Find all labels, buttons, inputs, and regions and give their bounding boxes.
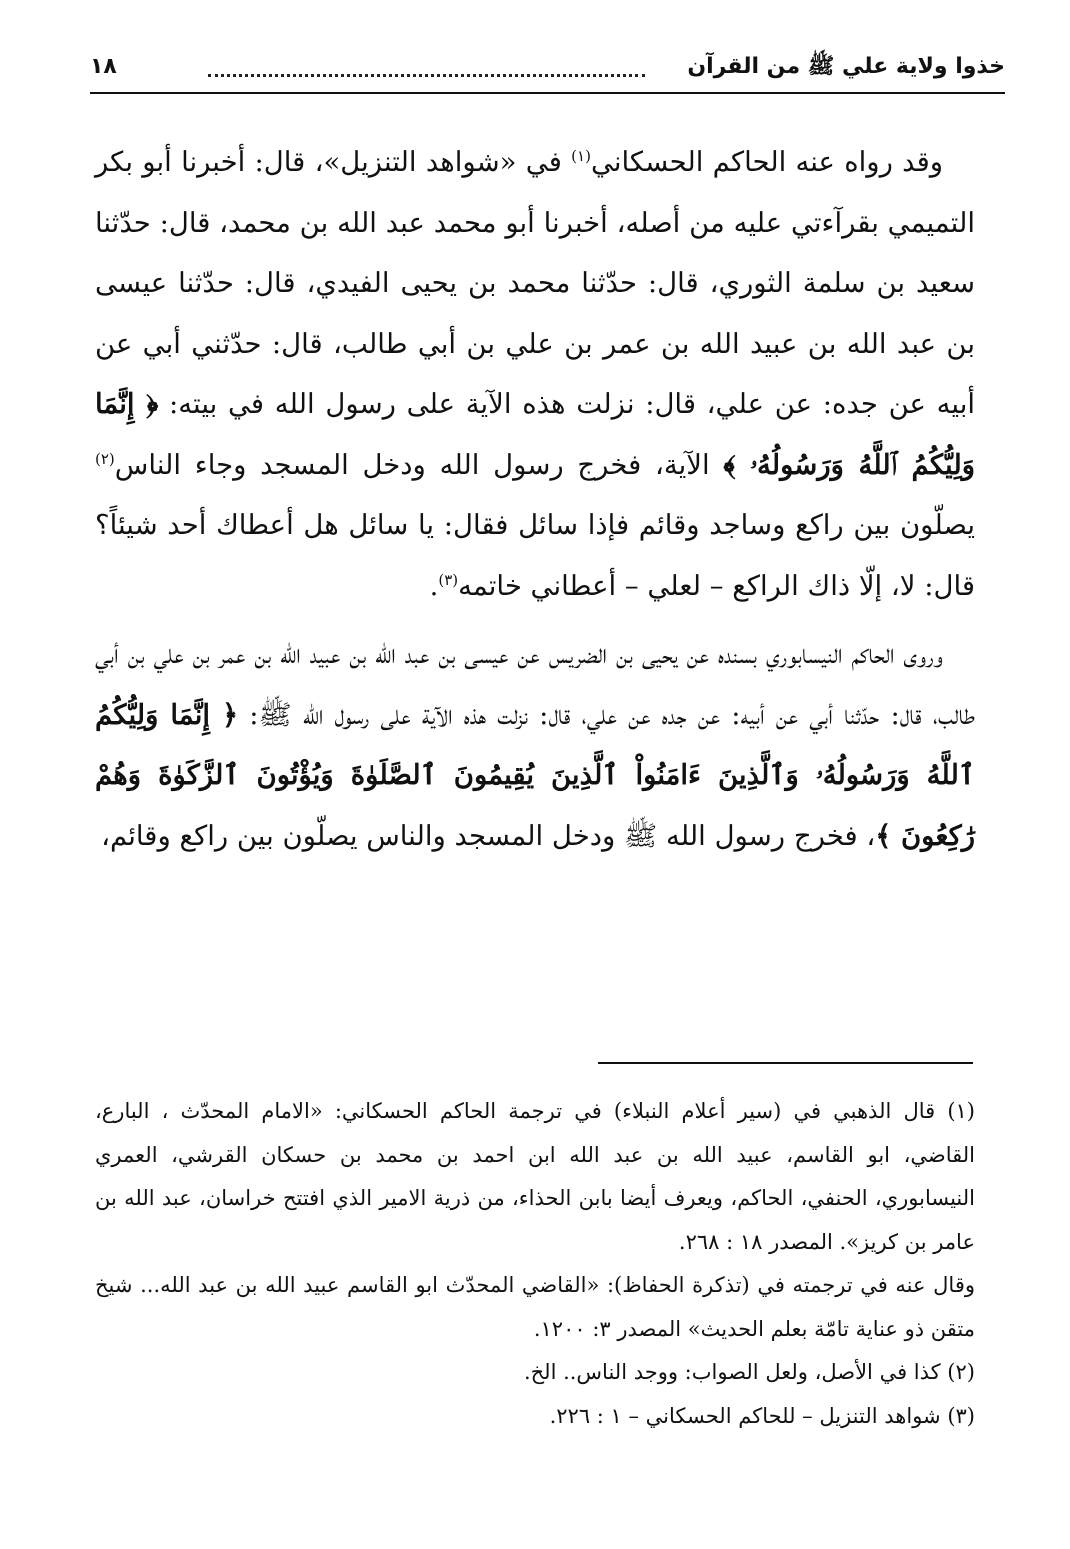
running-title: خذوا ولاية علي ﷺ من القرآن (687, 54, 1005, 79)
paragraph (95, 624, 975, 866)
running-header (90, 52, 1005, 88)
quran-verse: ﴿ إِنَّمَا وَلِيُّكُمُ ٱللَّهُ وَرَسُولُهُۥ وَٱلَّذِينَ ءَامَنُواْ ٱلَّذِينَ يُقِيمُونَ ٱلصَّلَوٰةَ وَيُؤْتُونَ ٱلزَّكَوٰةَ وَهُمْ رَٰكِعُونَ ﴾ (95, 698, 975, 852)
quran-verse: ﴿ إِنَّمَا وَلِيُّكُمُ ٱللَّهُ وَرَسُولُهُۥ ﴾ (95, 388, 975, 481)
main-text (95, 132, 975, 866)
text-run: يصلّون بين راكع وساجد وقائم فإذا سائل فقال: يا سائل هل أعطاك أحد شيئاً؟ قال: لا، إلّا ذاك الراكع – لعلي – أعطاني خاتمه (95, 509, 975, 602)
footnote-ref[interactable]: (٣) (438, 570, 459, 589)
footnote-1-continued: وقال عنه في ترجمته في (تذكرة الحفاظ): «القاضي المحدّث ابو القاسم عبيد الله بن عبد الله... شيخ متقن ذو عناية تامّة بعلم الحديث» المصدر ٣: ١٢٠٠. (95, 1273, 975, 1341)
leader-dots (208, 74, 645, 77)
page-number: ١٨ (90, 54, 117, 79)
footnote-3: (٣) شواهد التنزيل – للحاكم الحسكاني – ١ : ٢٢٦. (549, 1403, 975, 1428)
text-run: ، فخرج رسول الله ﷺ ودخل المسجد والناس يصلّون بين راكع وقائم، (101, 819, 876, 852)
footnotes (95, 1090, 975, 1438)
footnote-2: (٢) كذا في الأصل، ولعل الصواب: ووجد الناس.. الخ. (523, 1360, 975, 1384)
footnote-ref[interactable]: (١) (571, 146, 591, 165)
text-run: الآية، فخرج رسول الله ودخل المسجد وجاء الناس (114, 448, 724, 481)
footnote-ref[interactable]: (٢) (95, 449, 115, 468)
text-run: وروى الحاكم النيسابوري بسنده عن يحيى بن الضريس عن عيسى بن عبد الله بن عبيد الله بن عمر بن علي بن أبي طالب، قال: حدّثنا أبي عن أبيه: عن جده عن علي، قال: نزلت هذه الآية على رسول الله ﷺ: (95, 638, 976, 731)
footnote-1: (١) قال الذهبي في (سير أعلام النبلاء) في ترجمة الحاكم الحسكاني: «الامام المحدّث ، البارع، القاضي، ابو القاسم، عبيد الله بن عبد الله ابن احمد بن محمد بن حسكان القرشي، العمري النيسابوري، الحنفي، الحاكم، ويعرف أيضا بابن الحذاء، من ذرية الامير الذي افتتح خراسان، عبد الله بن عامر بن كريز». المصدر ١٨ : ٢٦٨. (95, 1099, 975, 1254)
text-run: وقد رواه عنه الحاكم الحسكاني (590, 146, 944, 178)
paragraph (95, 132, 975, 616)
header-rule (90, 92, 1005, 94)
text-run: . (429, 569, 439, 602)
footnote-rule (598, 1062, 973, 1064)
text-run: في «شواهد التنزيل»، قال: أخبرنا أبو بكر التميمي بقرآءتي عليه من أصله، أخبرنا أبو محمد عبد الله بن محمد، قال: حدّثنا سعيد بن سلمة الثوري، قال: حدّثنا محمد بن يحيى الفيدي، قال: حدّثنا عيسى بن عبد الله بن عبيد الله بن عمر بن علي بن أبي طالب، قال: حدّثني أبي عن أبيه عن جده: عن علي، قال: نزلت هذه الآية على رسول الله في بيته: (95, 146, 975, 420)
